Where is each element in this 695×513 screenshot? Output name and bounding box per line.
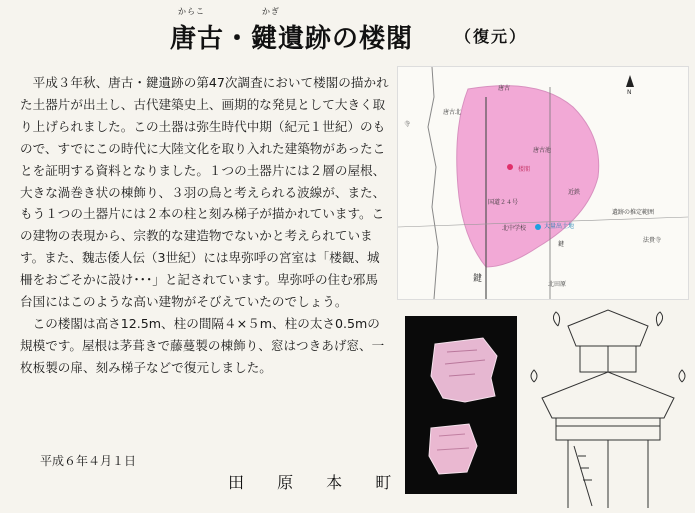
map-label-site: 遺跡の推定範囲 <box>612 209 655 216</box>
map-label-kagi2: 鍵 <box>558 241 565 248</box>
map-label-tawaramoto: 北田原 <box>548 281 567 288</box>
pottery-shard-photo <box>405 316 517 494</box>
site-area <box>457 86 599 267</box>
page-subtitle: （復元） <box>455 27 528 46</box>
site-map <box>397 66 689 300</box>
description-paragraph-1: 平成３年秋、唐古・鍵遺跡の第47次調査において楼閣の描かれた土器片が出土し、古代建築史上、画期的な発見として大きく取り上げられました。この土器は弥生時代中期（紀元１世紀）のもので、すでにこの時代に大陸文化を取り入れた建築物があったことを証明する資料となりました。１つの土器片には２層の屋根、大きな渦巻き状の棟飾り、３羽の鳥と考えられる波線が、また、もう１つの土器片には２本の柱と刻み梯子が描かれています。この建物の表現から、宗教的な建造物でないかと考えられています。また、魏志倭人伝（3世紀）には卑弥呼の宮室は「楼観、城柵をおごそかに設け･･･」と記されています。卑弥呼の住む邪馬台国にはこのような高い建物がそびえていたのでしょう。 <box>20 75 389 310</box>
map-label-rail: 近鉄 <box>568 189 581 196</box>
page-title: 唐古・鍵遺跡の楼閣 <box>170 24 414 54</box>
find-marker <box>535 224 541 230</box>
title-ruby-kagi: かぎ <box>262 7 280 16</box>
map-label-shrine: 法貴寺 <box>643 237 662 244</box>
description-paragraph-2: この楼閣は高さ12.5m、柱の間隔４×５m、柱の太さ0.5mの規模です。屋根は茅葺きで藤蔓製の棟飾り、窓はつきあげ窓、一枚板製の扉、刻み梯子などで復元しました。 <box>20 315 385 375</box>
rokaku-marker <box>507 164 513 170</box>
map-label-kagi: 鍵 <box>473 274 483 284</box>
shard-upper <box>431 338 497 402</box>
description-text <box>20 72 390 379</box>
map-label-school: 北中学校 <box>502 225 527 232</box>
map-label-route: 国道２４号 <box>488 199 519 206</box>
site-map-drawing <box>398 67 688 299</box>
map-label-north: N <box>627 89 632 96</box>
map-label-karako: 唐古 <box>498 85 511 92</box>
north-arrow-icon <box>626 75 634 87</box>
map-label-karako-north: 唐古北 <box>443 109 462 116</box>
title-ruby-karako: からこ <box>178 7 205 16</box>
map-label-river: 寺 <box>404 121 411 128</box>
map-label-marker: 大量出土地 <box>544 223 575 230</box>
rokaku-drawing <box>528 306 688 508</box>
pottery-shards-image <box>405 316 517 494</box>
map-label-rokaku: 楼閣 <box>518 166 531 173</box>
map-label-pond: 唐古池 <box>533 147 552 154</box>
town-name: 田 原 本 町 <box>228 473 406 492</box>
date-text: 平成６年４月１日 <box>40 454 137 468</box>
rokaku-elevation-drawing <box>528 306 688 508</box>
river-line <box>428 67 438 299</box>
